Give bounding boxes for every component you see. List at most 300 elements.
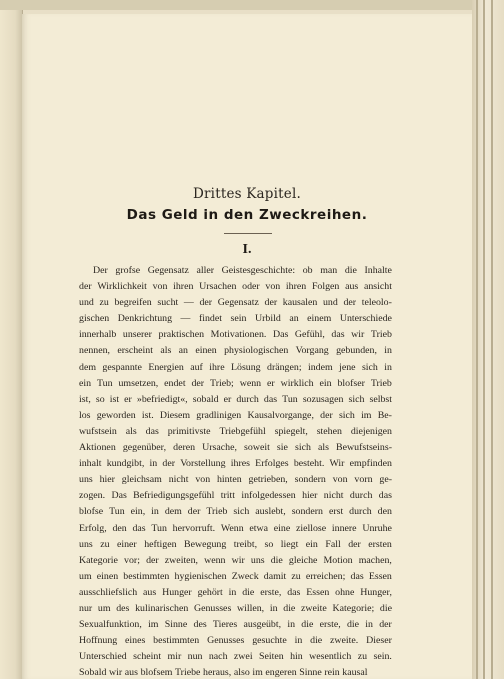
body-word: durch (236, 393, 259, 405)
body-line (79, 553, 392, 569)
body-word: gradlinigen (196, 409, 242, 421)
body-word: erst (328, 506, 344, 518)
chapter-title: Das Geld in den Zweckreihen. (126, 207, 368, 223)
body-line (79, 440, 392, 456)
body-word: deren (173, 442, 196, 454)
body-word: Be- (377, 409, 392, 421)
body-word: Tun (282, 393, 298, 405)
body-word: zogen. (79, 490, 106, 502)
body-word: — (183, 297, 194, 309)
body-word: ihre (209, 361, 225, 373)
body-word: einen (195, 345, 217, 357)
top-margin-strip (0, 0, 504, 10)
body-word: aus (345, 281, 359, 293)
body-word: empfinden (349, 458, 392, 470)
body-word: ersten (368, 538, 392, 550)
body-word: sich (348, 393, 365, 405)
body-word: aus (124, 667, 138, 679)
body-word: durch (349, 490, 373, 502)
edge-stripe (483, 0, 485, 679)
body-word: als (160, 345, 172, 357)
body-word: hygienischen (174, 570, 227, 582)
body-word: besteht. (293, 458, 325, 470)
body-word: ist (109, 393, 120, 405)
body-word: vorn (354, 474, 373, 486)
body-word: von (265, 281, 281, 293)
body-word: damit (263, 570, 287, 582)
body-line (79, 488, 392, 504)
body-word: Unterschiede (339, 313, 392, 325)
body-word: als (317, 442, 329, 454)
body-word: er (267, 377, 275, 389)
body-line (79, 569, 392, 585)
body-word: des (193, 619, 207, 631)
body-word: Hunger, (360, 586, 392, 598)
body-word: erscheint (117, 345, 153, 357)
body-word: der (162, 458, 175, 470)
body-word: uns (79, 474, 93, 486)
body-word: wufstsein (79, 425, 117, 437)
body-line (79, 633, 392, 649)
body-line (79, 263, 392, 279)
body-word: von (332, 474, 348, 486)
body-word: heftigen (144, 538, 177, 550)
body-word: von (152, 281, 168, 293)
body-word: inhalt (79, 458, 102, 470)
body-word: Wenn (220, 522, 244, 534)
body-word: Tun (109, 506, 125, 518)
body-word: an (178, 345, 188, 357)
body-word: hier (302, 490, 318, 502)
body-line (79, 343, 392, 359)
title-divider (224, 233, 272, 234)
body-line (79, 504, 392, 520)
body-word: nach (208, 651, 228, 663)
body-word: durch (349, 506, 372, 518)
body-word: spiegelt, (274, 425, 308, 437)
body-word: Energien (148, 361, 184, 373)
body-word: gehört (197, 586, 223, 598)
body-word: kulinarischen (135, 602, 189, 614)
body-word: drängen; (267, 361, 302, 373)
body-word: Das (111, 490, 127, 502)
body-word: ausschliefslich (79, 586, 138, 598)
body-word: gegenüber, (122, 442, 167, 454)
body-word: einen (96, 570, 119, 582)
body-word: uns (79, 538, 93, 550)
body-word: Wir (329, 458, 345, 470)
body-word: kausal (342, 667, 368, 679)
body-word: in (287, 619, 296, 631)
body-word: einem (307, 313, 332, 325)
body-word: wenn (239, 377, 262, 389)
body-word: sich (233, 506, 250, 518)
body-line (79, 376, 392, 392)
body-word: in (269, 602, 278, 614)
body-word: das (145, 425, 159, 437)
body-word: scheint (133, 651, 162, 663)
body-word: blofsem (140, 667, 173, 679)
body-line (79, 665, 392, 679)
body-word: die (242, 586, 255, 598)
body-word: eine (273, 522, 291, 534)
body-word: als (125, 425, 137, 437)
body-word: die (310, 635, 323, 647)
body-word: Sinne (299, 667, 322, 679)
body-word: Hoffnung (79, 635, 118, 647)
body-word: der (199, 297, 213, 309)
body-word: Motion (323, 554, 353, 566)
body-word: Befriedigungsgefühl (133, 490, 215, 502)
previous-page-edge (0, 10, 23, 679)
body-word: nicht (323, 490, 344, 502)
body-word: ist. (141, 409, 154, 421)
body-word: Bewegung (184, 538, 227, 550)
body-word: der (79, 281, 92, 293)
body-word: grofse (115, 265, 141, 276)
body-word: ziellose (295, 522, 327, 534)
body-word: bestimmten (123, 570, 170, 582)
body-word: zu (357, 651, 368, 663)
body-word: tritt (220, 490, 235, 502)
edge-stripe (491, 0, 493, 679)
body-word: er (223, 393, 232, 405)
body-word: die (346, 619, 360, 631)
body-word: aus (143, 586, 157, 598)
body-word: der (264, 297, 278, 309)
body-word: von (195, 474, 211, 486)
body-word: im (361, 409, 372, 421)
body-word: Lösung (230, 361, 261, 373)
body-word: in (151, 506, 159, 518)
body-word: um (79, 570, 92, 582)
body-word: Genusses (207, 635, 245, 647)
body-word: wesentlich (309, 651, 352, 663)
body-word: indem (307, 361, 333, 373)
body-word: »befriedigt«, (136, 393, 188, 405)
body-word: primitivste (167, 425, 211, 437)
body-word: oder (242, 281, 260, 293)
body-word: gleiche (288, 554, 318, 566)
body-word: Motivationen. (210, 329, 267, 341)
body-word: Zweck (231, 570, 259, 582)
body-word: in (384, 345, 392, 357)
body-line (79, 295, 392, 311)
body-word: ihren (285, 281, 307, 293)
body-word: selbst (369, 393, 392, 405)
body-word: umsetzen, (118, 377, 159, 389)
body-word: los (79, 409, 91, 421)
body-word: im (252, 667, 263, 679)
body-word: blofser (337, 377, 365, 389)
body-word: aller (196, 265, 214, 276)
body-word: Dieser (366, 635, 392, 647)
body-word: Urbild (254, 313, 281, 325)
body-word: Seiten (258, 651, 284, 663)
body-word: sein. (373, 651, 392, 663)
body-word: Denkrichtung (117, 313, 173, 325)
body-word: Diesem (159, 409, 191, 421)
body-line (79, 472, 392, 488)
body-line (79, 424, 392, 440)
body-word: hin (290, 651, 303, 663)
body-word: in (384, 361, 392, 373)
body-line (79, 521, 392, 537)
body-line (79, 360, 392, 376)
body-word: uns (250, 554, 265, 566)
body-word: Gefühl, (294, 329, 325, 341)
body-word: Unruhe (362, 522, 392, 534)
body-word: Erfolg, (79, 522, 107, 534)
body-word: erreichen; (305, 570, 346, 582)
body-line (79, 327, 392, 343)
body-word: Trieb; (210, 377, 234, 389)
body-word: soweit (244, 442, 270, 454)
body-word: rein (324, 667, 340, 679)
body-word: gespannte (102, 361, 142, 373)
body-word: in (228, 586, 237, 598)
body-word: ansicht (363, 281, 392, 293)
body-word: und (322, 297, 338, 309)
body-word: Fall (325, 538, 341, 550)
body-line (79, 279, 392, 295)
body-word: der (348, 538, 361, 550)
body-word: Erfolges (255, 458, 289, 470)
body-word: Sinne (164, 619, 188, 631)
body-text (79, 263, 392, 679)
body-word: sucht (157, 297, 179, 309)
body-word: Bewufstseins- (336, 442, 392, 454)
body-word: unserer (122, 329, 152, 341)
body-word: und (79, 297, 94, 309)
body-word: ihren (173, 281, 194, 293)
body-word: Ursache, (202, 442, 237, 454)
body-word: praktischen (158, 329, 205, 341)
body-word: Vorstellung (180, 458, 226, 470)
body-word: bestimmten (153, 635, 200, 647)
body-word: Tun (151, 522, 167, 534)
body-word: ausgeübt, (243, 619, 282, 631)
body-line (79, 601, 392, 617)
body-word: sondern (291, 506, 323, 518)
page-stack-edge (472, 0, 504, 679)
body-word: hervorruft. (172, 522, 216, 534)
body-word: Unterschied (79, 651, 127, 663)
body-word: so (264, 538, 274, 550)
body-word: Triebe (174, 667, 201, 679)
body-word: Kategorie; (332, 602, 375, 614)
body-word: heraus, (203, 667, 232, 679)
edge-stripe (476, 0, 478, 679)
body-word: so (95, 393, 105, 405)
body-word: geworden (96, 409, 136, 421)
body-word: das (350, 570, 364, 582)
body-word: zweiten, (164, 554, 198, 566)
body-word: getrieben, (248, 474, 288, 486)
body-word: ein (79, 377, 92, 389)
body-word: die (283, 602, 296, 614)
section-number: I. (242, 242, 252, 257)
body-word: machen, (358, 554, 392, 566)
body-word: Trieb (370, 377, 392, 389)
body-word: sich (294, 442, 311, 454)
body-word: Ursachen (199, 281, 237, 293)
body-word: hinten (216, 474, 242, 486)
body-word: Sobald (79, 667, 107, 679)
body-word: Geistesgeschichte: (221, 265, 296, 276)
body-word: eines (125, 635, 146, 647)
body-word: dem (164, 506, 182, 518)
body-word: Trieb (206, 506, 228, 518)
body-word: das (132, 522, 146, 534)
body-word: ein (305, 538, 318, 550)
body-word: engeren (265, 667, 297, 679)
body-word: vor; (124, 554, 140, 566)
body-word: er (124, 393, 132, 405)
body-word: Triebgefühl (219, 425, 266, 437)
body-word: nennen, (79, 345, 110, 357)
body-word: Sexualfunktion, (79, 619, 142, 631)
body-word: Vorgang (295, 345, 329, 357)
body-word: begreifen (114, 297, 152, 309)
body-word: Kategorie (79, 554, 118, 566)
body-word: wirklich (280, 377, 314, 389)
body-word: das (287, 586, 301, 598)
body-word: findet (198, 313, 222, 325)
body-word: sich (338, 409, 355, 421)
body-line (79, 392, 392, 408)
body-word: gesuchte (252, 635, 287, 647)
body-word: Trieb (370, 329, 392, 341)
body-word: Der (93, 265, 108, 276)
body-word: der (187, 506, 201, 518)
body-word: Tun (97, 377, 113, 389)
body-word: in (294, 635, 303, 647)
body-word: die (301, 619, 314, 631)
body-word: im (148, 619, 159, 631)
body-word: des (116, 602, 130, 614)
body-word: endet (164, 377, 186, 389)
body-word: kundgibt, (106, 458, 145, 470)
body-word: auslebt, (255, 506, 286, 518)
body-word: zweite. (330, 635, 359, 647)
body-word: Das (272, 329, 289, 341)
body-line (79, 408, 392, 424)
body-word: gischen (79, 313, 110, 325)
body-word: wir (109, 667, 123, 679)
body-word: ob (302, 265, 313, 276)
body-word: die (344, 265, 357, 276)
body-word: wir (231, 554, 245, 566)
body-word: wir (351, 329, 365, 341)
body-word: sein (230, 313, 247, 325)
body-word: Gegensatz (147, 265, 189, 276)
body-word: ge- (379, 474, 392, 486)
body-word: ihres (230, 458, 250, 470)
body-word: das (331, 329, 345, 341)
body-word: nur (79, 602, 93, 614)
body-line (79, 585, 392, 601)
body-word: Hunger (162, 586, 192, 598)
body-word: Gegensatz (217, 297, 259, 309)
body-word: in (365, 619, 373, 631)
body-word: also (233, 667, 250, 679)
body-word: ein (319, 377, 332, 389)
body-word: den (377, 506, 392, 518)
body-line (79, 649, 392, 665)
body-word: Genusses (193, 602, 232, 614)
body-line (79, 456, 392, 472)
body-word: nun (187, 651, 203, 663)
body-word: der (320, 409, 333, 421)
body-word: der (343, 297, 357, 309)
body-word: auf (190, 361, 203, 373)
body-word: der (146, 554, 159, 566)
body-word: an (289, 313, 299, 325)
body-word: ein, (130, 506, 146, 518)
body-word: jene (339, 361, 356, 373)
body-word: die (270, 554, 283, 566)
body-word: Tieres (212, 619, 238, 631)
body-line (79, 537, 392, 553)
body-word: zu (100, 538, 110, 550)
body-word: — (180, 313, 191, 325)
body-word: Inhalte (364, 265, 392, 276)
body-word: der (379, 619, 392, 631)
body-word: erste, (260, 586, 282, 598)
body-word: kausalen (282, 297, 318, 309)
body-word: mir (167, 651, 182, 663)
chapter-label: Drittes Kapitel. (193, 186, 301, 202)
body-word: Essen (306, 586, 330, 598)
body-word: wenn (204, 554, 226, 566)
body-word: hier (99, 474, 115, 486)
body-word: den (112, 522, 127, 534)
body-word: Kausalvorgange, (247, 409, 314, 421)
body-word: stehen (316, 425, 342, 437)
body-word: Wirklichkeit (97, 281, 147, 293)
body-word: sie (276, 442, 288, 454)
body-word: sozusagen (302, 393, 344, 405)
body-word: in (149, 458, 158, 470)
body-word: Folgen (311, 281, 340, 293)
body-word: Aktionen (79, 442, 116, 454)
body-word: teleolo- (361, 297, 392, 309)
body-word: erste, (319, 619, 341, 631)
body-word: zu (291, 570, 301, 582)
body-word: treibt, (233, 538, 258, 550)
body-word: ohne (335, 586, 355, 598)
body-line (79, 311, 392, 327)
body-word: zwei (233, 651, 253, 663)
body-word: willen, (237, 602, 265, 614)
body-word: dem (79, 361, 97, 373)
body-word: ist, (79, 393, 91, 405)
body-word: um (97, 602, 111, 614)
body-word: sich (361, 361, 378, 373)
body-word: nicht (168, 474, 189, 486)
body-word: infolgedessen (241, 490, 296, 502)
body-word: physiologischen (224, 345, 289, 357)
body-word: das (378, 490, 392, 502)
body-word: das (263, 393, 278, 405)
body-word: einer (116, 538, 137, 550)
body-word: gebunden, (336, 345, 377, 357)
body-word: liegt (280, 538, 299, 550)
body-word: innere (331, 522, 357, 534)
body-word: zu (99, 297, 109, 309)
body-word: Essen (368, 570, 392, 582)
